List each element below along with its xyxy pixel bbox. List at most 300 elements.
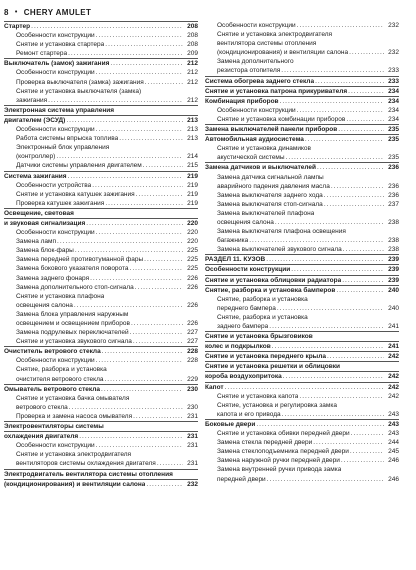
toc-entry-title: Особенности конструкции <box>16 442 95 450</box>
toc-leader-dots <box>256 420 384 429</box>
toc-entry-title: колес и подкрылков <box>205 343 271 351</box>
toc-entry-title: Замена выключателей звукового сигнала <box>217 246 342 254</box>
toc-leader-dots <box>338 125 384 134</box>
toc-entry-page: 225 <box>187 265 198 273</box>
toc-entry-title: Работа системы впрыска топлива <box>16 135 119 143</box>
toc-entry-title: Снятие и установка решетки и облицовки <box>205 363 340 371</box>
toc-entry-title: Очиститель ветрового стекла <box>4 348 101 356</box>
toc-entry <box>4 31 198 40</box>
toc-entry-title: Снятие и установка звукового сигнала <box>16 338 132 346</box>
toc-entry-title: ветрового стекла <box>16 403 68 411</box>
toc-entry-title: охлаждения двигателя <box>4 433 79 441</box>
toc-entry-page: 234 <box>388 97 399 105</box>
toc-entry-title: Особенности устройства <box>16 181 92 189</box>
toc-entry <box>205 96 399 106</box>
book-title: CHERY AMULET <box>23 7 92 17</box>
toc-leader-dots <box>343 245 384 254</box>
toc-entry-page: 219 <box>187 190 198 198</box>
toc-entry-title: Снятие, разборка и установка <box>217 295 308 303</box>
toc-entry-title: (кондиционирования) и вентиляции салона <box>217 49 349 57</box>
toc-entry <box>4 421 198 431</box>
toc-entry <box>205 456 399 465</box>
toc-leader-dots <box>133 337 183 346</box>
toc-entry-page: 209 <box>187 50 198 58</box>
toc-entry-page: 237 <box>388 200 399 208</box>
toc-entry <box>205 106 399 115</box>
toc-entry-page: 240 <box>388 304 399 312</box>
toc-entry-title: Автомобильная аудиосистема <box>205 136 304 144</box>
toc-entry-title: Замена бокового указателя поворота <box>16 265 129 273</box>
toc-entry-page: 229 <box>187 375 198 383</box>
page-header <box>4 6 91 18</box>
toc-entry-title: Замена стеклоподъемника передней двери <box>217 448 349 456</box>
toc-entry <box>4 58 198 68</box>
toc-leader-dots <box>315 77 384 86</box>
toc-entry-title: Электровентиляторы системы <box>4 423 104 431</box>
toc-entry-page: 235 <box>388 126 399 134</box>
toc-entry <box>4 255 198 264</box>
toc-entry-title: Освещение, световая <box>4 209 74 217</box>
toc-entry <box>205 57 399 66</box>
toc-leader-dots <box>86 219 183 228</box>
toc-entry-title: Замена датчиков и выключателей <box>205 164 317 172</box>
toc-entry-title: очистителя ветрового стекла <box>16 375 104 383</box>
toc-entry-title: Снятие и установка брызговиков <box>205 333 313 341</box>
toc-entry-page: 226 <box>187 274 198 282</box>
toc-entry-title: Замена выключателя стоп-сигнала <box>217 200 323 208</box>
toc-entry <box>4 274 198 283</box>
toc-entry <box>205 200 399 209</box>
toc-entry-page: 219 <box>187 172 198 180</box>
toc-entry-title: Замена выключателя плафона освещения <box>217 228 346 236</box>
toc-entry-title: Снятие и установка динамиков <box>217 145 311 153</box>
toc-leader-dots <box>346 115 384 124</box>
toc-entry-page: 234 <box>388 106 399 114</box>
toc-entry-title: аварийного падения давления масла <box>217 182 330 190</box>
toc-entry <box>4 78 198 87</box>
toc-leader-dots <box>317 163 384 172</box>
toc-entry-page: 228 <box>187 348 198 356</box>
toc-entry-page: 239 <box>388 266 399 274</box>
toc-leader-dots <box>130 328 183 337</box>
toc-entry-page: 245 <box>388 448 399 456</box>
toc-entry-title: Датчики системы управления двигателем <box>16 162 142 170</box>
toc-entry <box>4 87 198 96</box>
toc-entry <box>205 218 399 227</box>
toc-entry-page: 212 <box>187 78 198 86</box>
toc-entry-title: освещения салона <box>217 218 274 226</box>
toc-entry <box>4 181 198 190</box>
toc-leader-dots <box>105 199 183 208</box>
toc-entry <box>205 153 399 162</box>
toc-entry-page: 232 <box>388 49 399 57</box>
toc-entry-title: Снятие и установка стартера <box>16 41 105 49</box>
toc-entry <box>205 66 399 75</box>
toc-entry-page: 227 <box>187 329 198 337</box>
toc-entry-title: короба воздухопритока <box>205 373 282 381</box>
toc-entry <box>205 475 399 484</box>
toc-entry-page: 243 <box>388 430 399 438</box>
toc-entry <box>205 429 399 438</box>
toc-entry <box>4 228 198 237</box>
toc-entry-page: 228 <box>187 357 198 365</box>
toc-entry-page: 246 <box>388 475 399 483</box>
toc-entry <box>205 419 399 429</box>
toc-entry-title: Особенности конструкции <box>16 69 95 77</box>
toc-entry-page: 238 <box>388 218 399 226</box>
toc-leader-dots <box>110 59 183 68</box>
toc-column-left <box>4 21 198 489</box>
toc-entry-title: капота и его привода <box>217 410 281 418</box>
toc-entry <box>4 310 198 319</box>
toc-leader-dots <box>291 265 384 274</box>
toc-leader-dots <box>280 97 384 106</box>
toc-entry-page: 232 <box>187 480 198 488</box>
toc-entry-page: 225 <box>187 256 198 264</box>
toc-entry <box>205 371 399 381</box>
toc-entry-title: багажника <box>217 237 249 245</box>
toc-leader-dots <box>267 475 384 484</box>
toc-leader-dots <box>74 301 183 310</box>
toc-leader-dots <box>341 456 384 465</box>
toc-entry-title: Снятие, разборка и установка <box>217 313 308 321</box>
toc-leader-dots <box>144 255 183 264</box>
toc-entry <box>4 283 198 292</box>
toc-entry <box>4 412 198 421</box>
toc-entry-title: Особенности конструкции <box>16 32 95 40</box>
toc-entry-page: 242 <box>388 353 399 361</box>
toc-leader-dots <box>157 459 183 468</box>
toc-entry-title: Омыватель ветрового стекла <box>4 385 101 393</box>
toc-entry-title: Электронная система управления <box>4 106 115 114</box>
page-number: 8 <box>4 7 9 17</box>
toc-leader-dots <box>272 342 384 351</box>
toc-entry-title: Замена подрулевых переключателей <box>16 329 129 337</box>
toc-entry-title: Снятие и установка электродвигателя <box>217 31 333 39</box>
toc-entry-title: двигателем (ЭСУД) <box>4 116 66 124</box>
toc-entry <box>205 264 399 274</box>
toc-entry-title: Замена стекла передней двери <box>217 439 313 447</box>
toc-entry <box>4 356 198 365</box>
toc-entry-title: Особенности конструкции <box>205 266 291 274</box>
toc-leader-dots <box>131 319 183 328</box>
header-separator: • <box>14 8 18 16</box>
toc-entry-page: 227 <box>187 338 198 346</box>
toc-entry-title: Особенности конструкции <box>16 229 95 237</box>
toc-entry <box>4 346 198 356</box>
toc-leader-dots <box>349 48 384 57</box>
toc-leader-dots <box>351 429 384 438</box>
toc-leader-dots <box>102 347 183 356</box>
toc-entry-page: 238 <box>388 237 399 245</box>
toc-entry-page: 242 <box>388 383 399 391</box>
toc-entry-title: Особенности конструкции <box>217 22 296 29</box>
toc-entry <box>205 285 399 295</box>
toc-entry-title: Замена дополнительного стоп-сигнала <box>16 283 134 291</box>
toc-entry-page: 230 <box>187 403 198 411</box>
toc-leader-dots <box>269 322 384 331</box>
toc-leader-dots <box>66 116 183 125</box>
toc-entry <box>205 115 399 124</box>
toc-entry-title: освещением и освещением приборов <box>16 320 130 327</box>
toc-entry-page: 231 <box>187 460 198 468</box>
toc-entry <box>205 39 399 48</box>
toc-entry <box>4 161 198 170</box>
toc-leader-dots <box>90 274 183 283</box>
toc-entry-title: Снятие и установка электродвигателя <box>16 451 132 459</box>
toc-entry-page: 219 <box>187 181 198 189</box>
toc-entry-title: освещения салона <box>16 301 73 309</box>
toc-leader-dots <box>57 237 183 246</box>
toc-leader-dots <box>96 31 183 40</box>
toc-leader-dots <box>69 403 183 412</box>
toc-entry <box>205 86 399 96</box>
toc-entry-title: Замена наружной ручки передней двери <box>217 457 340 465</box>
toc-entry <box>205 191 399 200</box>
toc-entry <box>4 208 198 218</box>
toc-entry-title: Выключатель (замок) зажигания <box>4 60 110 68</box>
toc-leader-dots <box>105 40 183 49</box>
toc-entry-title: РАЗДЕЛ 11. КУЗОВ <box>205 256 266 264</box>
toc-entry-page: 220 <box>187 219 198 227</box>
toc-entry-page: 235 <box>388 154 399 162</box>
toc-entry <box>205 21 399 30</box>
toc-entry <box>4 328 198 337</box>
toc-entry-title: Снятие и установка плафона <box>16 292 105 300</box>
toc-leader-dots <box>266 255 384 264</box>
toc-entry <box>205 382 399 392</box>
toc-entry-title: Снятие и установка катушек зажигания <box>16 190 135 198</box>
toc-entry-page: 214 <box>187 153 198 161</box>
toc-entry-title: Замена передней противотуманной фары <box>16 256 144 264</box>
toc-column-right <box>205 21 399 484</box>
toc-entry-page: 235 <box>388 136 399 144</box>
toc-entry-page: 240 <box>388 286 399 294</box>
toc-leader-dots <box>277 304 384 313</box>
toc-entry <box>4 301 198 310</box>
toc-entry-title: Снятие и установка капота <box>217 392 299 400</box>
toc-leader-dots <box>130 264 183 273</box>
toc-entry <box>4 125 198 134</box>
toc-entry-title: вентилятора системы отопления <box>217 40 317 48</box>
toc-entry <box>205 361 399 371</box>
toc-entry <box>205 245 399 254</box>
toc-entry-page: 236 <box>388 182 399 190</box>
toc-entry <box>205 331 399 341</box>
toc-entry-page: 230 <box>187 385 198 393</box>
toc-leader-dots <box>283 372 384 381</box>
toc-entry <box>205 341 399 351</box>
toc-entry <box>205 236 399 245</box>
toc-entry <box>4 237 198 246</box>
toc-leader-dots <box>133 412 183 421</box>
toc-leader-dots <box>286 153 384 162</box>
toc-entry <box>4 190 198 199</box>
toc-entry <box>205 124 399 134</box>
toc-leader-dots <box>135 283 183 292</box>
toc-entry <box>4 21 198 31</box>
toc-leader-dots <box>96 228 183 237</box>
toc-entry <box>205 313 399 322</box>
toc-leader-dots <box>342 276 384 285</box>
toc-entry-title: Система обогрева заднего стекла <box>205 77 315 85</box>
toc-leader-dots <box>348 87 384 96</box>
toc-entry <box>4 96 198 105</box>
toc-entry-title: Проверка выключателя (замка) зажигания <box>16 78 144 86</box>
toc-entry <box>4 152 198 161</box>
toc-entry-title: переднего бампера <box>217 304 276 312</box>
toc-entry-title: Снятие и установка переднего крыла <box>205 353 326 361</box>
toc-entry-title: Проверка катушек зажигания <box>16 199 105 207</box>
toc-leader-dots <box>96 356 183 365</box>
toc-entry-title: Электродвигатель вентилятора системы отопления <box>4 470 173 478</box>
toc-entry-title: Стартер <box>4 23 31 30</box>
toc-entry-page: 226 <box>187 320 198 327</box>
toc-entry-title: и звуковая сигнализация <box>4 219 86 227</box>
toc-entry-page: 242 <box>388 392 399 400</box>
toc-leader-dots <box>119 134 183 143</box>
toc-entry <box>4 134 198 143</box>
toc-entry <box>205 30 399 39</box>
toc-entry-title: Снятие и установка обивки передней двери <box>217 430 350 438</box>
toc-entry-title: зажигания <box>16 96 48 104</box>
toc-entry-title: заднего бампера <box>217 323 269 330</box>
toc-leader-dots <box>143 161 183 170</box>
toc-entry-page: 233 <box>388 77 399 85</box>
toc-entry-title: вентиляторов системы охлаждения двигателя <box>16 460 156 468</box>
toc-entry <box>205 134 399 144</box>
toc-entry-page: 244 <box>388 439 399 447</box>
toc-entry <box>4 264 198 273</box>
toc-entry <box>4 394 198 403</box>
toc-leader-dots <box>92 181 183 190</box>
toc-entry-title: Замена ламп <box>16 238 57 246</box>
toc-leader-dots <box>297 21 384 30</box>
toc-entry <box>4 171 198 181</box>
toc-entry-title: Замена датчика сигнальной лампы <box>217 173 324 181</box>
toc-entry <box>205 144 399 153</box>
toc-entry <box>205 410 399 419</box>
toc-entry-page: 226 <box>187 283 198 291</box>
toc-entry <box>205 162 399 172</box>
toc-entry <box>4 246 198 255</box>
toc-entry-page: 239 <box>388 256 399 264</box>
toc-leader-dots <box>48 96 183 105</box>
toc-entry-page: 238 <box>388 246 399 254</box>
toc-leader-dots <box>145 78 183 87</box>
toc-entry-title: Снятие, разборка и установка <box>16 366 107 374</box>
toc-entry <box>205 254 399 264</box>
toc-leader-dots <box>79 432 183 441</box>
toc-leader-dots <box>275 218 384 227</box>
toc-entry-title: передней двери <box>217 475 266 483</box>
toc-entry-title: Снятие и установка патрона прикуривателя <box>205 87 348 95</box>
toc-entry-page: 234 <box>388 115 399 123</box>
toc-entry <box>205 275 399 285</box>
toc-entry-page: 246 <box>388 457 399 465</box>
toc-entry-page: 225 <box>187 247 198 255</box>
toc-leader-dots <box>31 22 183 31</box>
toc-leader-dots <box>299 392 384 401</box>
toc-entry-page: 213 <box>187 135 198 143</box>
toc-leader-dots <box>305 135 384 144</box>
toc-entry-title: акустической системы <box>217 154 285 162</box>
toc-entry <box>4 143 198 152</box>
toc-leader-dots <box>313 438 384 447</box>
toc-entry-title: Замена выключателей плафона <box>217 209 315 217</box>
toc-entry <box>4 375 198 384</box>
toc-entry-page: 226 <box>187 301 198 309</box>
toc-entry-page: 241 <box>388 323 399 330</box>
toc-entry <box>4 365 198 374</box>
toc-entry-title: Замена блок-фары <box>16 247 74 255</box>
toc-entry-page: 212 <box>187 60 198 68</box>
toc-entry-title: Особенности конструкции <box>16 357 95 365</box>
toc-entry <box>205 322 399 331</box>
toc-entry <box>205 351 399 361</box>
toc-entry <box>4 441 198 450</box>
toc-entry-title: Снятие, установка и регулировка замка <box>217 401 337 409</box>
toc-entry <box>4 319 198 328</box>
toc-entry-title: Замена заднего фонаря <box>16 274 90 282</box>
toc-leader-dots <box>249 236 384 245</box>
toc-entry <box>205 447 399 456</box>
toc-leader-dots <box>350 447 384 456</box>
toc-leader-dots <box>324 200 384 209</box>
toc-entry <box>205 182 399 191</box>
toc-entry-page: 236 <box>388 191 399 199</box>
toc-entry-page: 208 <box>187 23 198 30</box>
toc-entry-title: Система зажигания <box>4 172 67 180</box>
toc-entry-page: 208 <box>187 41 198 49</box>
toc-entry <box>205 227 399 236</box>
toc-entry-page: 243 <box>388 410 399 418</box>
toc-entry-title: Снятие и установка облицовки радиатора <box>205 276 342 284</box>
toc-entry-page: 213 <box>187 116 198 124</box>
toc-entry <box>4 68 198 77</box>
toc-leader-dots <box>281 66 384 75</box>
toc-leader-dots <box>331 182 384 191</box>
toc-entry-title: Комбинация приборов <box>205 97 279 105</box>
toc-entry <box>205 48 399 57</box>
toc-leader-dots <box>96 441 183 450</box>
toc-entry-page: 234 <box>388 87 399 95</box>
toc-entry <box>205 173 399 182</box>
toc-leader-dots <box>75 246 183 255</box>
toc-entry <box>205 438 399 447</box>
toc-entry <box>4 218 198 228</box>
toc-leader-dots <box>336 286 384 295</box>
toc-entry <box>4 115 198 125</box>
toc-leader-dots <box>324 191 384 200</box>
toc-entry <box>205 465 399 474</box>
toc-entry <box>4 384 198 394</box>
toc-leader-dots <box>146 480 183 489</box>
toc-leader-dots <box>101 385 183 394</box>
toc-entry <box>4 40 198 49</box>
toc-entry-page: 208 <box>187 32 198 40</box>
toc-entry-title: резистора отопителя <box>217 67 281 75</box>
toc-entry <box>205 304 399 313</box>
toc-entry-title: Снятие и установка выключателя (замка) <box>16 87 142 95</box>
toc-leader-dots <box>225 383 384 392</box>
toc-entry-title: Замена блока управления наружным <box>16 310 129 318</box>
toc-entry <box>4 459 198 468</box>
toc-entry-page: 220 <box>187 238 198 246</box>
toc-entry-page: 239 <box>388 276 399 284</box>
toc-entry-title: Проверка и замена насоса омывателя <box>16 412 133 420</box>
toc-leader-dots <box>297 106 384 115</box>
